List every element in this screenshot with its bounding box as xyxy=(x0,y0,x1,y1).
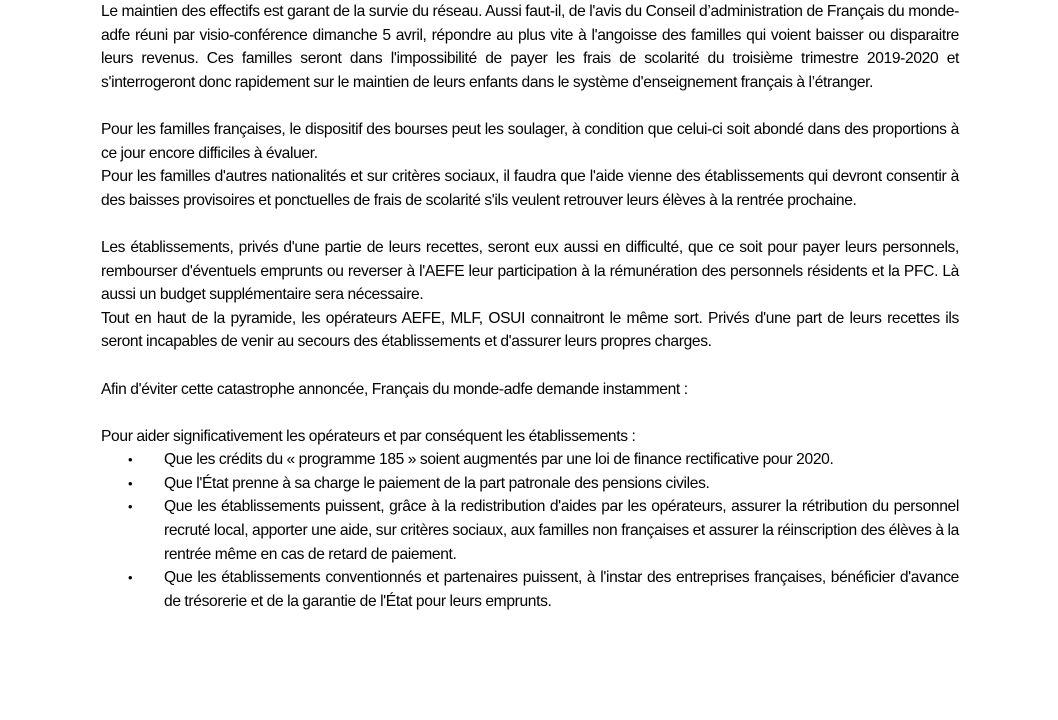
paragraph-spacer xyxy=(101,94,959,118)
paragraph-effectifs: Le maintien des effectifs est garant de la survie du réseau. Aussi faut-il, de l'avis du Conseil d’administration de Français du monde-adfe réuni par visio-conférence dimanche 5 avril, répondre au plus vite à l'angoisse des familles qui voient baisser ou disparaitre leurs revenus. Ces familles seront dans l'impossibilité de payer les frais de scolarité du troisième trimestre 2019-2020 et s'interrogeront donc rapidement sur le maintien de leurs enfants dans le système d'enseignement français à l’étranger. xyxy=(101,3,959,91)
bullet-icon: • xyxy=(128,570,133,586)
list-item-text: Que les établissements conventionnés et partenaires puissent, à l'instar des entreprises françaises, bénéficier d'avance de trésorerie et de la garantie de l'État pour leurs emprunts. xyxy=(164,569,959,610)
bullet-icon: • xyxy=(128,475,133,491)
demands-list xyxy=(101,448,959,613)
list-item-text: Que les établissements puissent, grâce à la redistribution d'aides par les opérateurs, assurer la rétribution du personnel recruté local, apporter une aide, sur critères sociaux, aux familles non françaises et assurer la réinscription des élèves à la rentrée même en cas de retard de paiement. xyxy=(164,498,959,563)
list-item xyxy=(101,495,959,566)
paragraph-demande: Afin d'éviter cette catastrophe annoncée, Français du monde-adfe demande instamment : xyxy=(101,380,688,398)
paragraph-familles-francaises: Pour les familles françaises, le dispositif des bourses peut les soulager, à condition que celui-ci soit abondé dans des proportions à ce jour encore difficiles à évaluer. xyxy=(101,120,959,162)
paragraph-spacer xyxy=(101,354,959,378)
list-item xyxy=(101,472,959,496)
paragraph-spacer xyxy=(101,212,959,236)
bullet-icon: • xyxy=(128,499,133,515)
paragraph-operateurs: Tout en haut de la pyramide, les opérateurs AEFE, MLF, OSUI connaitront le même sort. Privés d'une part de leurs recettes ils seront incapables de venir au secours des établissements et d'assurer leurs propres charges. xyxy=(101,309,959,351)
paragraph-spacer xyxy=(101,401,959,425)
paragraph-aide-intro: Pour aider significativement les opérateurs et par conséquent les établissements : xyxy=(101,427,636,445)
bullet-icon: • xyxy=(128,452,133,468)
list-item-text: Que l'État prenne à sa charge le paiement de la part patronale des pensions civiles. xyxy=(164,474,710,492)
document-page xyxy=(101,0,959,613)
paragraph-etablissements: Les établissements, privés d'une partie de leurs recettes, seront eux aussi en difficulté, que ce soit pour payer leurs personnels, rembourser d'éventuels emprunts ou reverser à l'AEFE leur participation à la rémunération des personnels résidents et la PFC. Là aussi un budget supplémentaire sera nécessaire. xyxy=(101,238,959,304)
list-item xyxy=(101,566,959,613)
list-item-text: Que les crédits du « programme 185 » soient augmentés par une loi de finance rectificative pour 2020. xyxy=(164,451,834,469)
list-item xyxy=(101,448,959,472)
paragraph-autres-nationalites: Pour les familles d'autres nationalités et sur critères sociaux, il faudra que l'aide vienne des établissements qui devront consentir à des baisses provisoires et ponctuelles de frais de scolarité s'ils veulent retrouver leurs élèves à la rentrée prochaine. xyxy=(101,168,959,209)
